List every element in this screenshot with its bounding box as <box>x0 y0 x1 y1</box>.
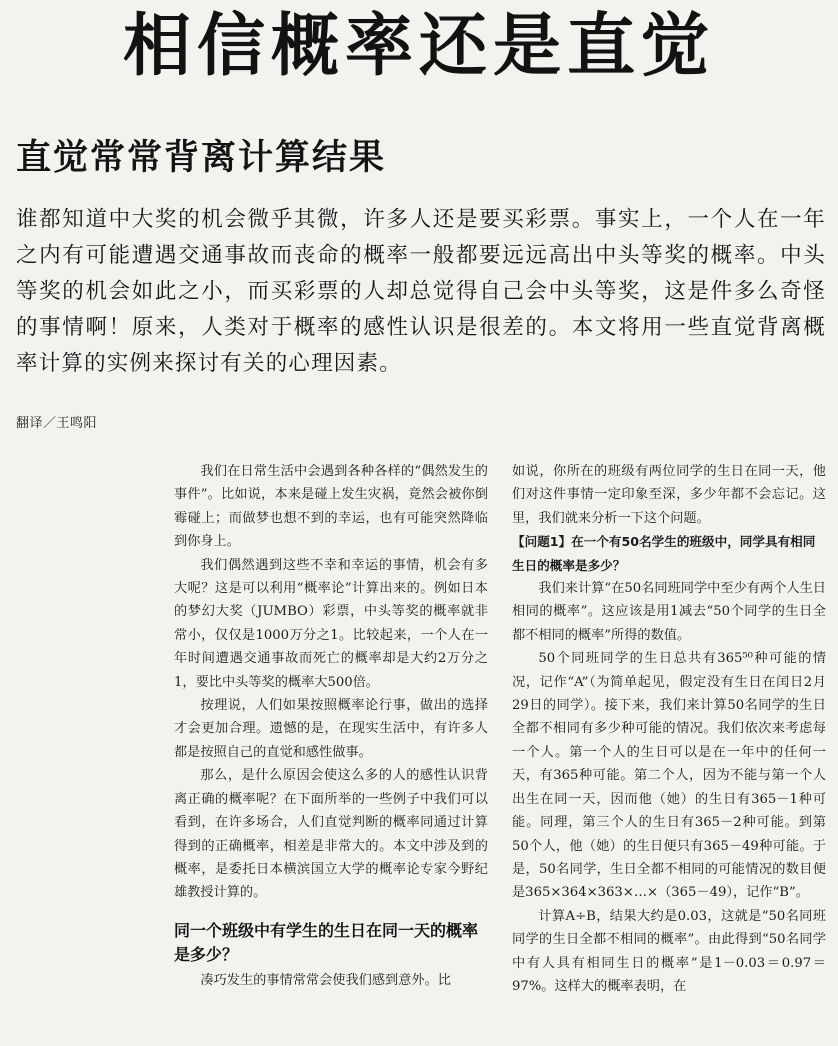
right-column <box>512 460 826 1046</box>
problem-statement: 【问题1】在一个有50名学生的班级中，同学具有相同生日的概率是多少？ <box>512 534 816 573</box>
paragraph: 凑巧发生的事情常常会使我们感到意外。比 <box>200 972 451 988</box>
paragraph: 我们偶然遇到这些不幸和幸运的事情，机会有多大呢？这是可以利用“概率论”计算出来的。例如日本的梦幻大奖（JUMBO）彩票，中头等奖的概率就非常小，仅仅是1000万分之1。比较起来，一个人在一年时间遭遇交通事故而死亡的概率却是大约2万分之1，要比中头等奖的概率大500倍。 <box>174 557 488 690</box>
paragraph-continuation: 如说，你所在的班级有两位同学的生日在同一天，他们对这件事情一定印象至深，多少年都不会忘记。这里，我们就来分析一下这个问题。 <box>512 464 826 526</box>
left-column <box>174 460 488 1046</box>
paragraph: 50个同班同学的生日总共有365⁵⁰种可能的情况，记作“A”（为简单起见，假定没有生日在闰日2月29日的同学）。接下来，我们来计算50名同学的生日全都不相同有多少种可能的情况。我们依次来考虑每一个人。第一个人的生日可以是在一年中的任何一天，有365种可能。第二个人，因为不能与第一个人出生在同一天，因而他（她）的生日有365－1种可能。同理，第三个人的生日有365－2种可能。到第50个人，他（她）的生日便只有365－49种可能。于是，50名同学，生日全都不相同的可能情况的数目便是365×364×363×…×（365－49），记作“B”。 <box>512 651 826 901</box>
paragraph: 那么，是什么原因会使这么多的人的感性认识背离正确的概率呢？在下面所举的一些例子中我们可以看到，在许多场合，人们直觉判断的概率同通过计算得到的正确概率，相差是非常大的。本文中涉及到的概率，是委托日本横滨国立大学的概率论专家今野纪雄教授计算的。 <box>174 768 488 901</box>
paragraph: 按理说，人们如果按照概率论行事，做出的选择才会更加合理。遗憾的是，在现实生活中，有许多人都是按照自己的直觉和感性做事。 <box>174 698 488 760</box>
article-lead: 谁都知道中大奖的机会微乎其微，许多人还是要买彩票。事实上，一个人在一年之内有可能遭遇交通事故而丧命的概率一般都要远远高出中头等奖的概率。中头等奖的机会如此之小，而买彩票的人却总觉得自己会中头等奖，这是件多么奇怪的事情啊！原来，人类对于概率的感性认识是很差的。本文将用一些直觉背离概率计算的实例来探讨有关的心理因素。 <box>16 207 826 376</box>
section-heading: 同一个班级中有学生的生日在同一天的概率是多少？ <box>174 920 479 964</box>
article-title: 相信概率还是直觉 <box>122 7 715 86</box>
paragraph: 计算A÷B，结果大约是0.03，这就是“50名同班同学的生日全都不相同的概率”。由此得到“50名同学中有人具有相同生日的概率”是1－0.03＝0.97＝97%。这样大的概率表明，在 <box>512 908 826 994</box>
byline: 翻译／王鸣阳 <box>16 416 98 431</box>
paragraph: 我们来计算“在50名同班同学中至少有两个人生日相同的概率”。这应该是用1减去“50个同学的生日全都不相同的概率”所得的数值。 <box>512 581 826 643</box>
paragraph: 我们在日常生活中会遇到各种各样的“偶然发生的事件”。比如说，本来是碰上发生灾祸，竟然会被你倒霉碰上；而做梦也想不到的幸运，也有可能突然降临到你身上。 <box>174 464 488 550</box>
article-subtitle: 直觉常常背离计算结果 <box>16 138 387 178</box>
